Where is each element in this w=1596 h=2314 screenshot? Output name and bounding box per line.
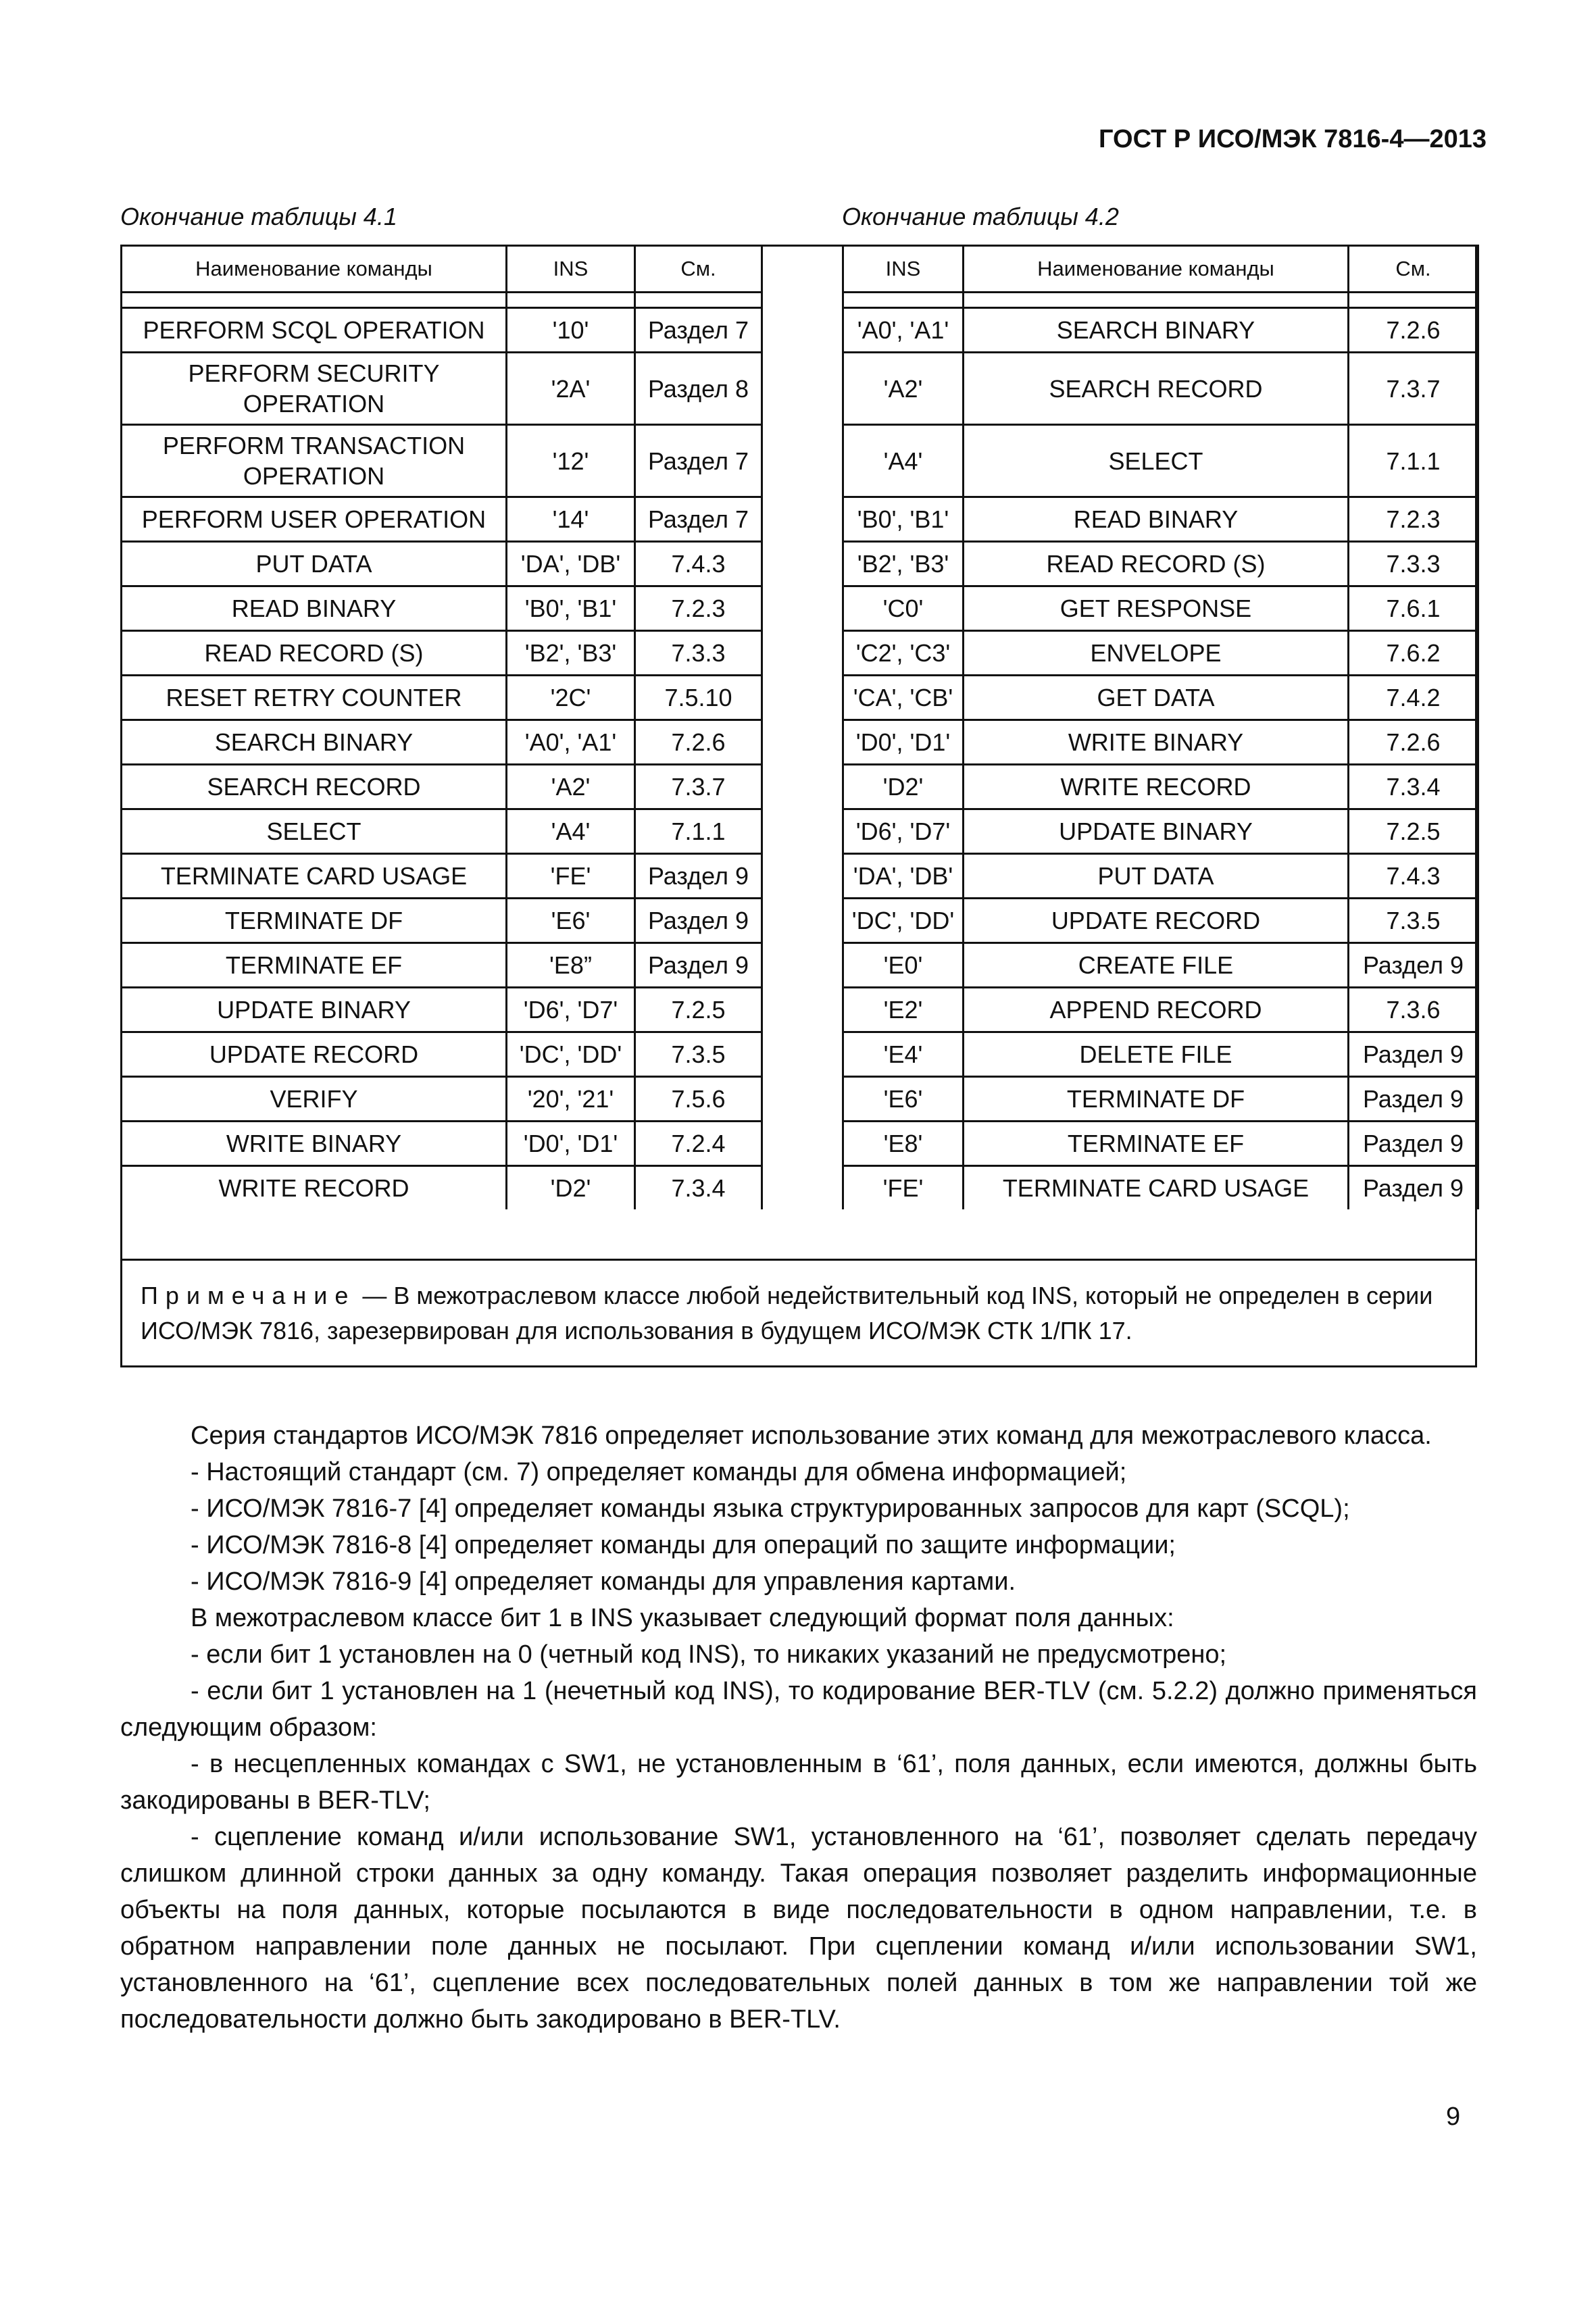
table-cell: 7.2.6 (635, 720, 762, 765)
table-header-row (843, 246, 1478, 293)
table-cell: 'DC', 'DD' (507, 1032, 635, 1077)
table-cell: TERMINATE DF (964, 1077, 1349, 1122)
paragraph: В межотраслевом классе бит 1 в INS указывает следующий формат поля данных: (191, 1604, 1174, 1632)
table-cell: WRITE RECORD (122, 1166, 507, 1210)
table-cell: 'D6', 'D7' (843, 809, 964, 854)
table-cell: UPDATE BINARY (122, 988, 507, 1032)
table-cell: 'DA', 'DB' (843, 854, 964, 899)
paragraph: - ИСО/МЭК 7816-7 [4] определяет команды языка структурированных запросов для карт (SCQL); (191, 1494, 1350, 1523)
table-row (843, 308, 1478, 353)
table-cell: 7.5.10 (635, 676, 762, 720)
table-row (843, 1122, 1478, 1166)
spacer-cell (964, 293, 1349, 308)
paragraph: - в несцепленных командах с SW1, не установленным в ‘61’, поля данных, если имеются, должны быть закодированы в BER-TLV; (120, 1750, 1477, 1815)
table-cell: READ BINARY (964, 497, 1349, 542)
table-row (122, 676, 762, 720)
table-row (122, 308, 762, 353)
table-cell: 'B2', 'B3' (843, 542, 964, 586)
table-cell: 'D2' (507, 1166, 635, 1210)
table-cell: 'A4' (843, 425, 964, 497)
table-row (843, 809, 1478, 854)
spacer-cell (843, 293, 964, 308)
table-cell: 7.6.2 (1349, 631, 1478, 676)
table-row (122, 1077, 762, 1122)
table-cell: 'E6' (507, 899, 635, 943)
table-cell: Раздел 9 (1349, 1122, 1478, 1166)
table-row (122, 720, 762, 765)
table-row (122, 988, 762, 1032)
table-row (122, 899, 762, 943)
table-cell: Раздел 7 (635, 497, 762, 542)
header-spacer-row (843, 293, 1478, 308)
table-cell: Раздел 8 (635, 353, 762, 425)
table-cell: READ RECORD (S) (964, 542, 1349, 586)
table-row (843, 720, 1478, 765)
table-cell: 7.2.4 (635, 1122, 762, 1166)
table-cell: 7.4.3 (1349, 854, 1478, 899)
table-row (843, 899, 1478, 943)
table-cell: 'C2', 'C3' (843, 631, 964, 676)
table-4-1-caption: Окончание таблицы 4.1 (120, 203, 397, 230)
table-cell: 'E2' (843, 988, 964, 1032)
table-cell: 'E0' (843, 943, 964, 988)
table-row (843, 676, 1478, 720)
table-row (122, 809, 762, 854)
column-header: INS (507, 246, 635, 293)
table-cell: PUT DATA (964, 854, 1349, 899)
table-cell: TERMINATE DF (122, 899, 507, 943)
table-cell: 'A0', 'A1' (507, 720, 635, 765)
table-cell: 7.4.2 (1349, 676, 1478, 720)
table-cell: 'A4' (507, 809, 635, 854)
table-cell: 'A2' (843, 353, 964, 425)
table-cell: WRITE BINARY (964, 720, 1349, 765)
table-cell: 'D0', 'D1' (507, 1122, 635, 1166)
table-cell: 7.3.7 (635, 765, 762, 809)
table-row (843, 1166, 1478, 1210)
table-4-2-caption: Окончание таблицы 4.2 (842, 203, 1119, 230)
table-cell: ENVELOPE (964, 631, 1349, 676)
table-cell: SEARCH RECORD (964, 353, 1349, 425)
table-cell: SELECT (964, 425, 1349, 497)
header-spacer-row (122, 293, 762, 308)
table-row (122, 1166, 762, 1210)
paragraph: - ИСО/МЭК 7816-8 [4] определяет команды для операций по защите информации; (191, 1531, 1176, 1559)
table-cell: 7.3.7 (1349, 353, 1478, 425)
table-cell: 7.3.3 (635, 631, 762, 676)
paragraph: - ИСО/МЭК 7816-9 [4] определяет команды для управления картами. (191, 1567, 1016, 1596)
note-label: Примечание (141, 1282, 356, 1309)
table-cell: 'E6' (843, 1077, 964, 1122)
table-cell: Раздел 9 (635, 943, 762, 988)
table-cell: PUT DATA (122, 542, 507, 586)
table-cell: 'E8' (843, 1122, 964, 1166)
table-cell: 7.3.5 (635, 1032, 762, 1077)
table-cell: 7.2.6 (1349, 308, 1478, 353)
table-row (843, 988, 1478, 1032)
table-cell: GET DATA (964, 676, 1349, 720)
table-row (843, 353, 1478, 425)
column-header: См. (1349, 246, 1478, 293)
table-row (843, 586, 1478, 631)
table-cell: 7.1.1 (635, 809, 762, 854)
table-cell: SEARCH BINARY (964, 308, 1349, 353)
table-row (122, 1122, 762, 1166)
spacer-cell (1349, 293, 1478, 308)
table-cell: UPDATE RECORD (964, 899, 1349, 943)
table-row (122, 854, 762, 899)
table-cell: SELECT (122, 809, 507, 854)
table-row (122, 943, 762, 988)
table-cell: 'B2', 'B3' (507, 631, 635, 676)
table-cell: 7.3.6 (1349, 988, 1478, 1032)
table-row (843, 1077, 1478, 1122)
table-4-2 (842, 245, 1479, 1209)
table-row (122, 425, 762, 497)
table-row (843, 631, 1478, 676)
table-cell: 'D6', 'D7' (507, 988, 635, 1032)
table-cell: PERFORM TRANSACTION OPERATION (122, 425, 507, 497)
table-cell: DELETE FILE (964, 1032, 1349, 1077)
table-cell: Раздел 9 (1349, 1166, 1478, 1210)
table-row (843, 497, 1478, 542)
table-cell: 7.2.6 (1349, 720, 1478, 765)
table-cell: TERMINATE EF (964, 1122, 1349, 1166)
table-cell: Раздел 7 (635, 308, 762, 353)
table-cell: Раздел 7 (635, 425, 762, 497)
paragraph: Серия стандартов ИСО/МЭК 7816 определяет использование этих команд для межотраслевого класса. (191, 1422, 1432, 1450)
table-row (843, 425, 1478, 497)
paragraph: - если бит 1 установлен на 1 (нечетный код INS), то кодирование BER-TLV (см. 5.2.2) должно применяться следующим образом: (120, 1677, 1477, 1742)
table-cell: 'A0', 'A1' (843, 308, 964, 353)
table-row (122, 353, 762, 425)
table-row (843, 765, 1478, 809)
table-cell: 'D2' (843, 765, 964, 809)
table-cell: READ RECORD (S) (122, 631, 507, 676)
table-cell: 7.5.6 (635, 1077, 762, 1122)
table-cell: APPEND RECORD (964, 988, 1349, 1032)
paragraph: - Настоящий стандарт (см. 7) определяет команды для обмена информацией; (191, 1458, 1127, 1486)
table-cell: Раздел 9 (635, 854, 762, 899)
paragraph: - сцепление команд и/или использование SW1, установленного на ‘61’, позволяет сделать передачу слишком длинной строки данных за одну команду. Такая операция позволяет разделить информационные объекты на поля данных, которые посылаются в виде последовательности в одном направлении, т.е. в обратном направлении поле данных не посылают. При сцеплении команд и/или использовании SW1, установленного на ‘61’, сцепление всех последовательных полей данных в том же направлении той же последовательности должно быть закодировано в BER-TLV. (120, 1823, 1477, 2034)
paragraph: - если бит 1 установлен на 0 (четный код INS), то никаких указаний не предусмотрено; (191, 1640, 1227, 1669)
table-cell: 'DA', 'DB' (507, 542, 635, 586)
table-cell: SEARCH BINARY (122, 720, 507, 765)
table-row (122, 631, 762, 676)
table-row (843, 943, 1478, 988)
table-cell: PERFORM SECURITY OPERATION (122, 353, 507, 425)
table-cell: '20', '21' (507, 1077, 635, 1122)
table-cell: 'B0', 'B1' (507, 586, 635, 631)
table-cell: 'E8” (507, 943, 635, 988)
document-header: ГОСТ Р ИСО/МЭК 7816-4—2013 (1099, 125, 1487, 153)
table-cell: 'C0' (843, 586, 964, 631)
table-row (843, 542, 1478, 586)
table-cell: UPDATE RECORD (122, 1032, 507, 1077)
table-cell: 'FE' (507, 854, 635, 899)
table-cell: PERFORM USER OPERATION (122, 497, 507, 542)
table-cell: VERIFY (122, 1077, 507, 1122)
table-cell: 'B0', 'B1' (843, 497, 964, 542)
table-cell: '14' (507, 497, 635, 542)
table-cell: '2C' (507, 676, 635, 720)
spacer-cell (635, 293, 762, 308)
table-cell: 'A2' (507, 765, 635, 809)
table-cell: Раздел 9 (1349, 1032, 1478, 1077)
table-cell: '2A' (507, 353, 635, 425)
table-cell: 7.2.3 (635, 586, 762, 631)
table-cell: 'DC', 'DD' (843, 899, 964, 943)
table-cell: Раздел 9 (635, 899, 762, 943)
table-cell: Раздел 9 (1349, 943, 1478, 988)
table-row (122, 1032, 762, 1077)
table-cell: 7.3.5 (1349, 899, 1478, 943)
table-4-1 (120, 245, 763, 1209)
table-row (122, 497, 762, 542)
table-cell: Раздел 9 (1349, 1077, 1478, 1122)
table-row (843, 1032, 1478, 1077)
table-row (843, 854, 1478, 899)
column-header: См. (635, 246, 762, 293)
table-cell: 7.1.1 (1349, 425, 1478, 497)
table-cell: GET RESPONSE (964, 586, 1349, 631)
table-cell: 7.3.3 (1349, 542, 1478, 586)
table-cell: WRITE RECORD (964, 765, 1349, 809)
table-cell: RESET RETRY COUNTER (122, 676, 507, 720)
table-row (122, 542, 762, 586)
table-cell: 'CA', 'CB' (843, 676, 964, 720)
table-cell: PERFORM SCQL OPERATION (122, 308, 507, 353)
table-cell: 7.4.3 (635, 542, 762, 586)
column-header: Наименование команды (964, 246, 1349, 293)
table-note (120, 1259, 1477, 1367)
table-header-row (122, 246, 762, 293)
table-cell: TERMINATE CARD USAGE (964, 1166, 1349, 1210)
page-number: 9 (1446, 2103, 1461, 2131)
table-cell: '12' (507, 425, 635, 497)
table-cell: 'D0', 'D1' (843, 720, 964, 765)
table-cell: TERMINATE EF (122, 943, 507, 988)
table-cell: UPDATE BINARY (964, 809, 1349, 854)
table-cell: 7.3.4 (1349, 765, 1478, 809)
table-cell: WRITE BINARY (122, 1122, 507, 1166)
column-header: INS (843, 246, 964, 293)
table-row (122, 765, 762, 809)
table-cell: TERMINATE CARD USAGE (122, 854, 507, 899)
note-text: — В межотраслевом классе любой недействительный код INS, который не определен в серии ИСО/МЭК 7816, зарезервирован для использования в будущем ИСО/МЭК СТК 1/ПК 17. (141, 1282, 1433, 1344)
table-row (122, 586, 762, 631)
table-cell: 'FE' (843, 1166, 964, 1210)
table-cell: CREATE FILE (964, 943, 1349, 988)
table-cell: 7.6.1 (1349, 586, 1478, 631)
table-cell: SEARCH RECORD (122, 765, 507, 809)
body-text (120, 1417, 1477, 2038)
spacer-cell (122, 293, 507, 308)
table-cell: 7.2.5 (635, 988, 762, 1032)
table-cell: '10' (507, 308, 635, 353)
table-cell: 7.2.3 (1349, 497, 1478, 542)
table-cell: 7.3.4 (635, 1166, 762, 1210)
table-cell: 7.2.5 (1349, 809, 1478, 854)
spacer-cell (507, 293, 635, 308)
column-header: Наименование команды (122, 246, 507, 293)
table-cell: 'E4' (843, 1032, 964, 1077)
table-cell: READ BINARY (122, 586, 507, 631)
